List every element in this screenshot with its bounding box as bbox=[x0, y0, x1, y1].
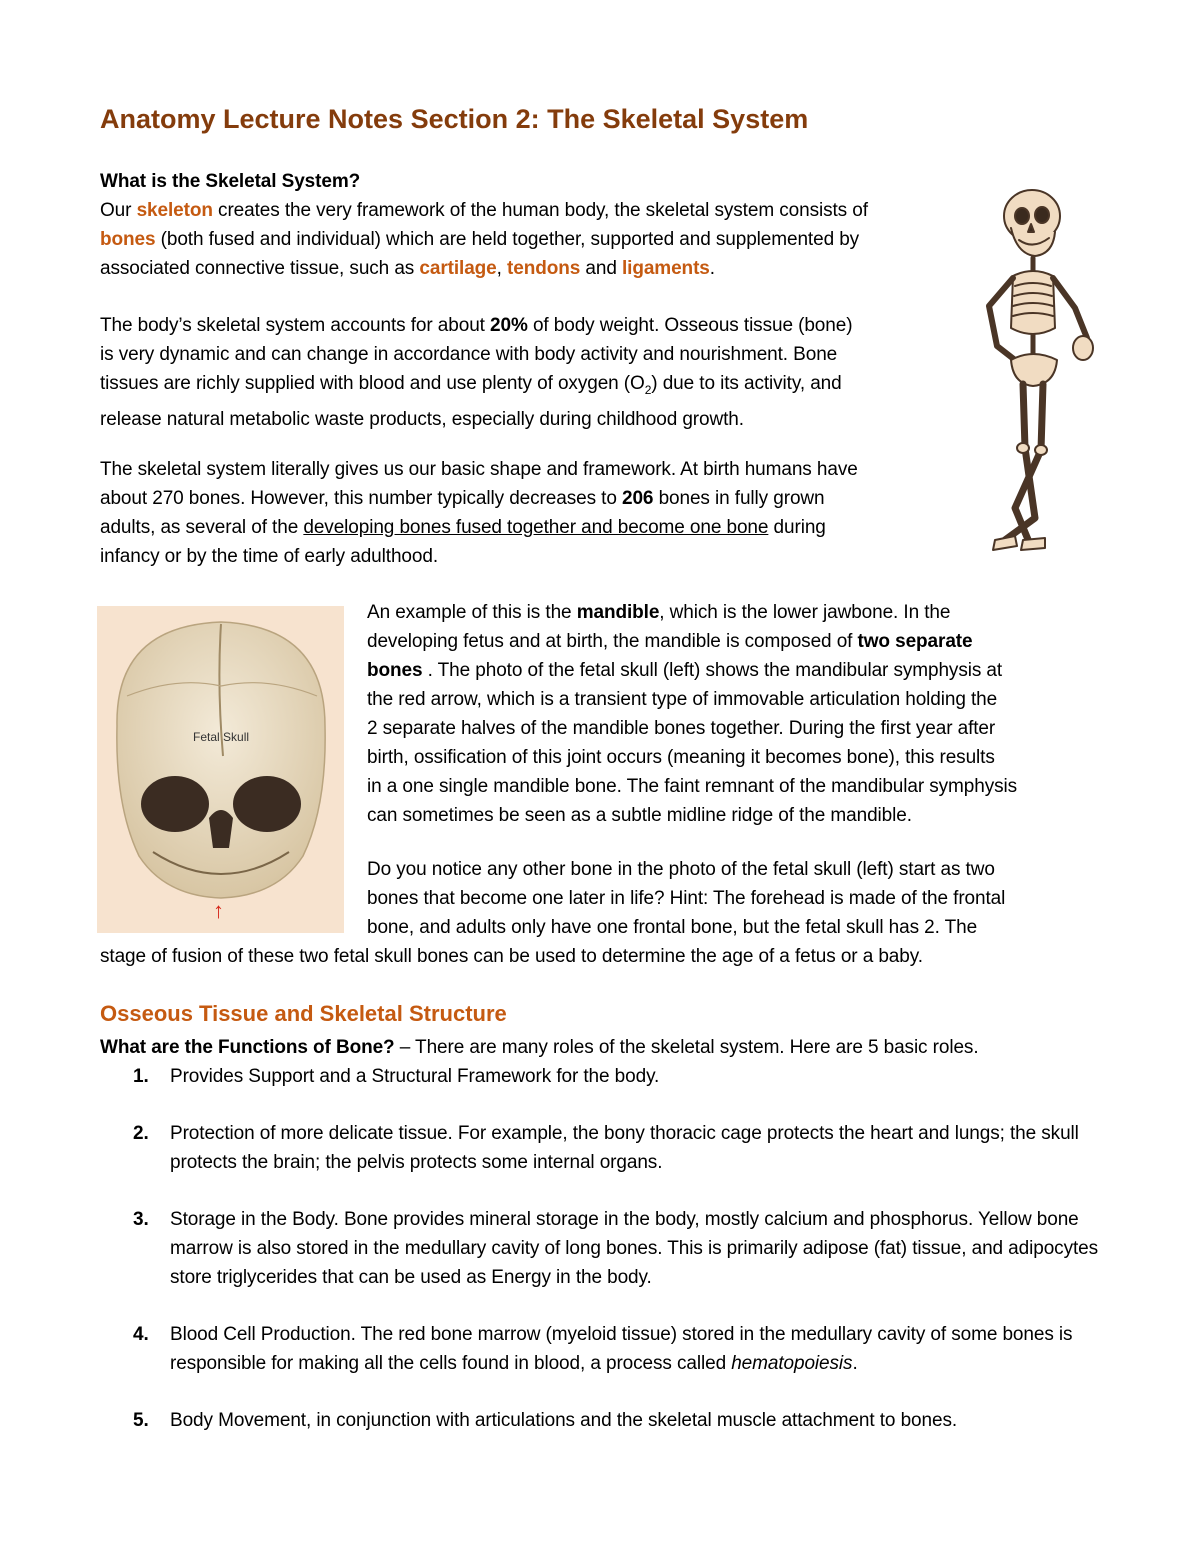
list-item: 4. Blood Cell Production. The red bone marrow (myeloid tissue) stored in the medullary cavity of some bones is responsible for making all the cells found in blood, a process called hematopoiesis. bbox=[133, 1324, 1073, 1374]
term-ligaments: ligaments bbox=[621, 258, 710, 279]
list-item: 1. Provides Support and a Structural Framework for the body. bbox=[133, 1066, 660, 1087]
functions-question: What are the Functions of Bone? – There are many roles of the skeletal system. Here are 5 basic roles. bbox=[100, 1037, 979, 1058]
paragraph-bone-count: The skeletal system literally gives us our basic shape and framework. At birth humans have about 270 bones. However, this number typically decreases to 206 bones in fully grown adults, as several of the developing bones fused together and become one bone during infancy or by the time of early adulthood. bbox=[100, 459, 858, 567]
red-arrow-icon: ↑ bbox=[213, 898, 224, 923]
paragraph-notice: Do you notice any other bone in the photo of the fetal skull (left) start as two bones that become one later in life? Hint: The forehead is made of the frontal bone, and adults only have one frontal bone, but the fetal skull has 2. The bbox=[367, 859, 1006, 938]
term-bones: bones bbox=[100, 229, 156, 250]
paragraph-body-weight: The body’s skeletal system accounts for about 20% of body weight. Osseous tissue (bone) is very dynamic and can change in accordance with body activity and nourishment. Bone tissues are richly supplied with blood and use plenty of oxygen $(O_2)$ due to its activity, and release natural metabolic waste products, especially during childhood growth. bbox=[100, 315, 853, 430]
section-heading-osseous: Osseous Tissue and Skeletal Structure bbox=[100, 1001, 507, 1026]
roles-list bbox=[100, 1062, 1110, 1463]
fetal-skull-drawing bbox=[97, 606, 344, 933]
list-item: 3. Storage in the Body. Bone provides mineral storage in the body, mostly calcium and phosphorus. Yellow bone marrow is also stored in the medullary cavity of long bones. This is primarily adipose (fat) tissue, and adipocytes store triglycerides that can be used as Energy in the body. bbox=[133, 1209, 1099, 1288]
term-cartilage: cartilage bbox=[419, 258, 497, 279]
paragraph-notice-last-line: stage of fusion of these two fetal skull bones can be used to determine the age of a fetus or a baby. bbox=[100, 946, 923, 967]
paragraph-mandible: An example of this is the mandible, which is the lower jawbone. In the developing fetus and at birth, the mandible is composed of two separate bones . The photo of the fetal skull (left) shows the mandibular symphysis at the red arrow, which is a transient type of immovable articulation holding the 2 separate halves of the mandible bones together. During the first year after birth, ossification of this joint occurs (meaning it becomes bone), this results in a one single mandible bone. The faint remnant of the mandibular symphysis can sometimes be seen as a subtle midline ridge of the mandible. bbox=[367, 602, 1018, 826]
page-title: Anatomy Lecture Notes Section 2: The Skeletal System bbox=[100, 104, 809, 134]
skeleton-illustration bbox=[975, 188, 1095, 570]
underlined-phrase: developing bones fused together and become one bone bbox=[303, 517, 769, 538]
list-item: 2. Protection of more delicate tissue. For example, the bony thoracic cage protects the heart and lungs; the skull protects the brain; the pelvis protects some internal organs. bbox=[133, 1123, 1079, 1173]
fetal-skull-label: Fetal Skull bbox=[193, 730, 250, 744]
list-item: 5. Body Movement, in conjunction with articulations and the skeletal muscle attachment to bones. bbox=[133, 1410, 958, 1431]
term-skeleton: skeleton bbox=[136, 200, 213, 221]
fetal-skull-photo bbox=[97, 606, 344, 933]
section-heading-what-is: What is the Skeletal System? bbox=[100, 171, 361, 192]
paragraph-intro: Our skeleton creates the very framework of the human body, the skeletal system consists of bones (both fused and individual) which are held together, supported and supplemented by associated connective tissue, such as cartilage, tendons and ligaments. bbox=[100, 200, 868, 279]
term-tendons: tendons bbox=[507, 258, 581, 279]
